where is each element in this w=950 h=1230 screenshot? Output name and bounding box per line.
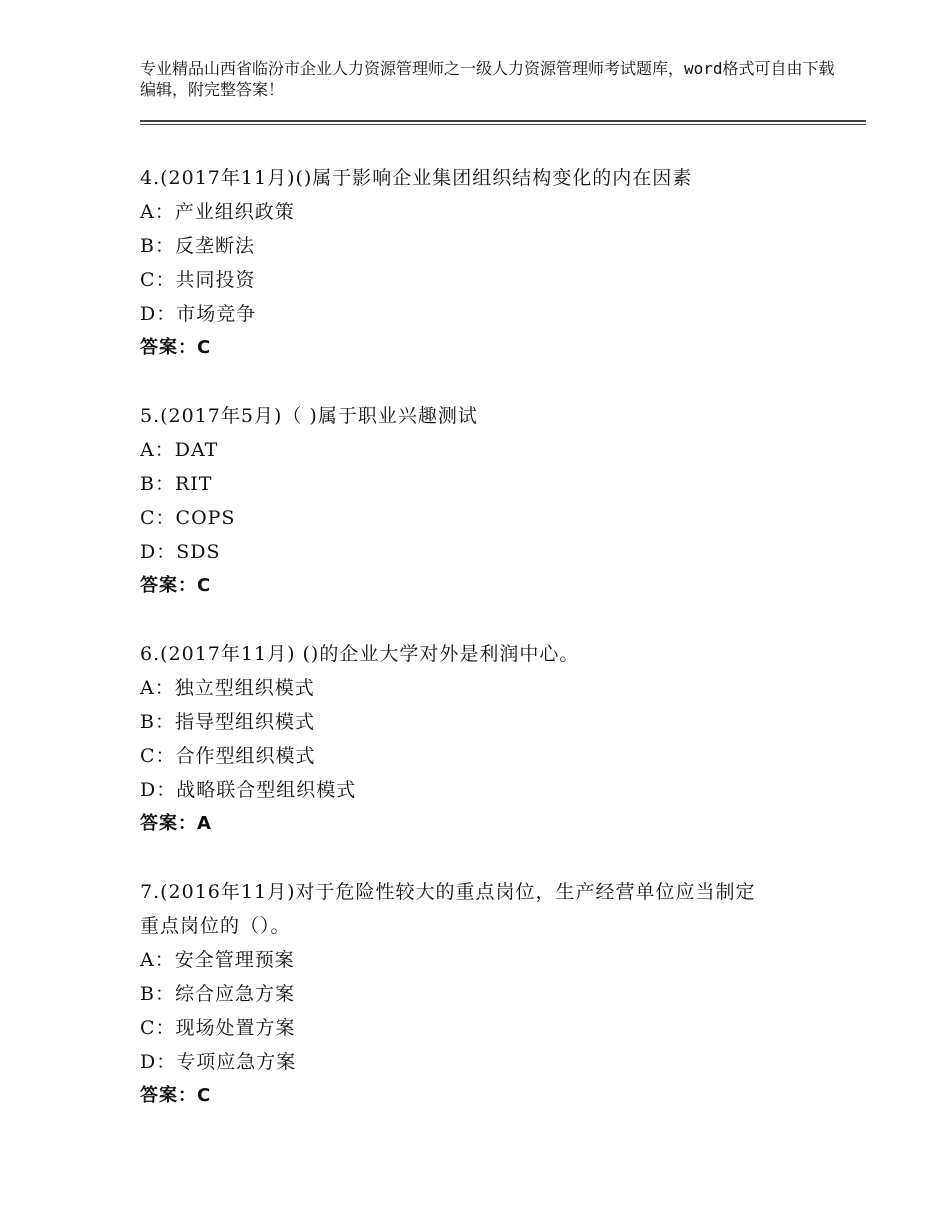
header-divider-thin <box>140 124 866 125</box>
question-stem: 5.(2017年5月)（ )属于职业兴趣测试 <box>140 405 478 427</box>
question-stem: 6.(2017年11月) ()的企业大学对外是利润中心。 <box>140 643 580 665</box>
option-c: C：共同投资 <box>140 269 256 291</box>
option-b: B：RIT <box>140 473 213 495</box>
option-b: B：反垄断法 <box>140 235 255 257</box>
option-c: C：现场处置方案 <box>140 1017 296 1039</box>
document-header: 专业精品山西省临汾市企业人力资源管理师之一级人力资源管理师考试题库，word格式可自由下载编辑，附完整答案！ <box>140 59 835 99</box>
question-7 <box>140 875 840 1113</box>
question-stem-line-1: 7.(2016年11月)对于危险性较大的重点岗位，生产经营单位应当制定 <box>140 881 756 903</box>
option-c: C：COPS <box>140 507 236 529</box>
header-divider-thick <box>140 120 866 122</box>
option-a: A：DAT <box>140 439 219 461</box>
option-b: B：综合应急方案 <box>140 983 295 1005</box>
question-6 <box>140 637 840 841</box>
question-stem-line-2: 重点岗位的（）。 <box>140 915 291 937</box>
option-d: D：战略联合型组织模式 <box>140 779 357 801</box>
answer-label: 答案：C <box>140 337 212 358</box>
option-d: D：SDS <box>140 541 221 563</box>
option-a: A：安全管理预案 <box>140 949 295 971</box>
question-stem: 4.(2017年11月)()属于影响企业集团组织结构变化的内在因素 <box>140 167 693 189</box>
option-c: C：合作型组织模式 <box>140 745 316 767</box>
answer-label: 答案：C <box>140 575 212 596</box>
answer-label: 答案：C <box>140 1085 212 1106</box>
answer-label: 答案：A <box>140 813 212 834</box>
option-d: D：专项应急方案 <box>140 1051 297 1073</box>
option-d: D：市场竞争 <box>140 303 257 325</box>
option-a: A：产业组织政策 <box>140 201 295 223</box>
option-b: B：指导型组织模式 <box>140 711 315 733</box>
question-4 <box>140 161 840 365</box>
option-a: A：独立型组织模式 <box>140 677 315 699</box>
question-list <box>140 161 840 1147</box>
question-5 <box>140 399 840 603</box>
